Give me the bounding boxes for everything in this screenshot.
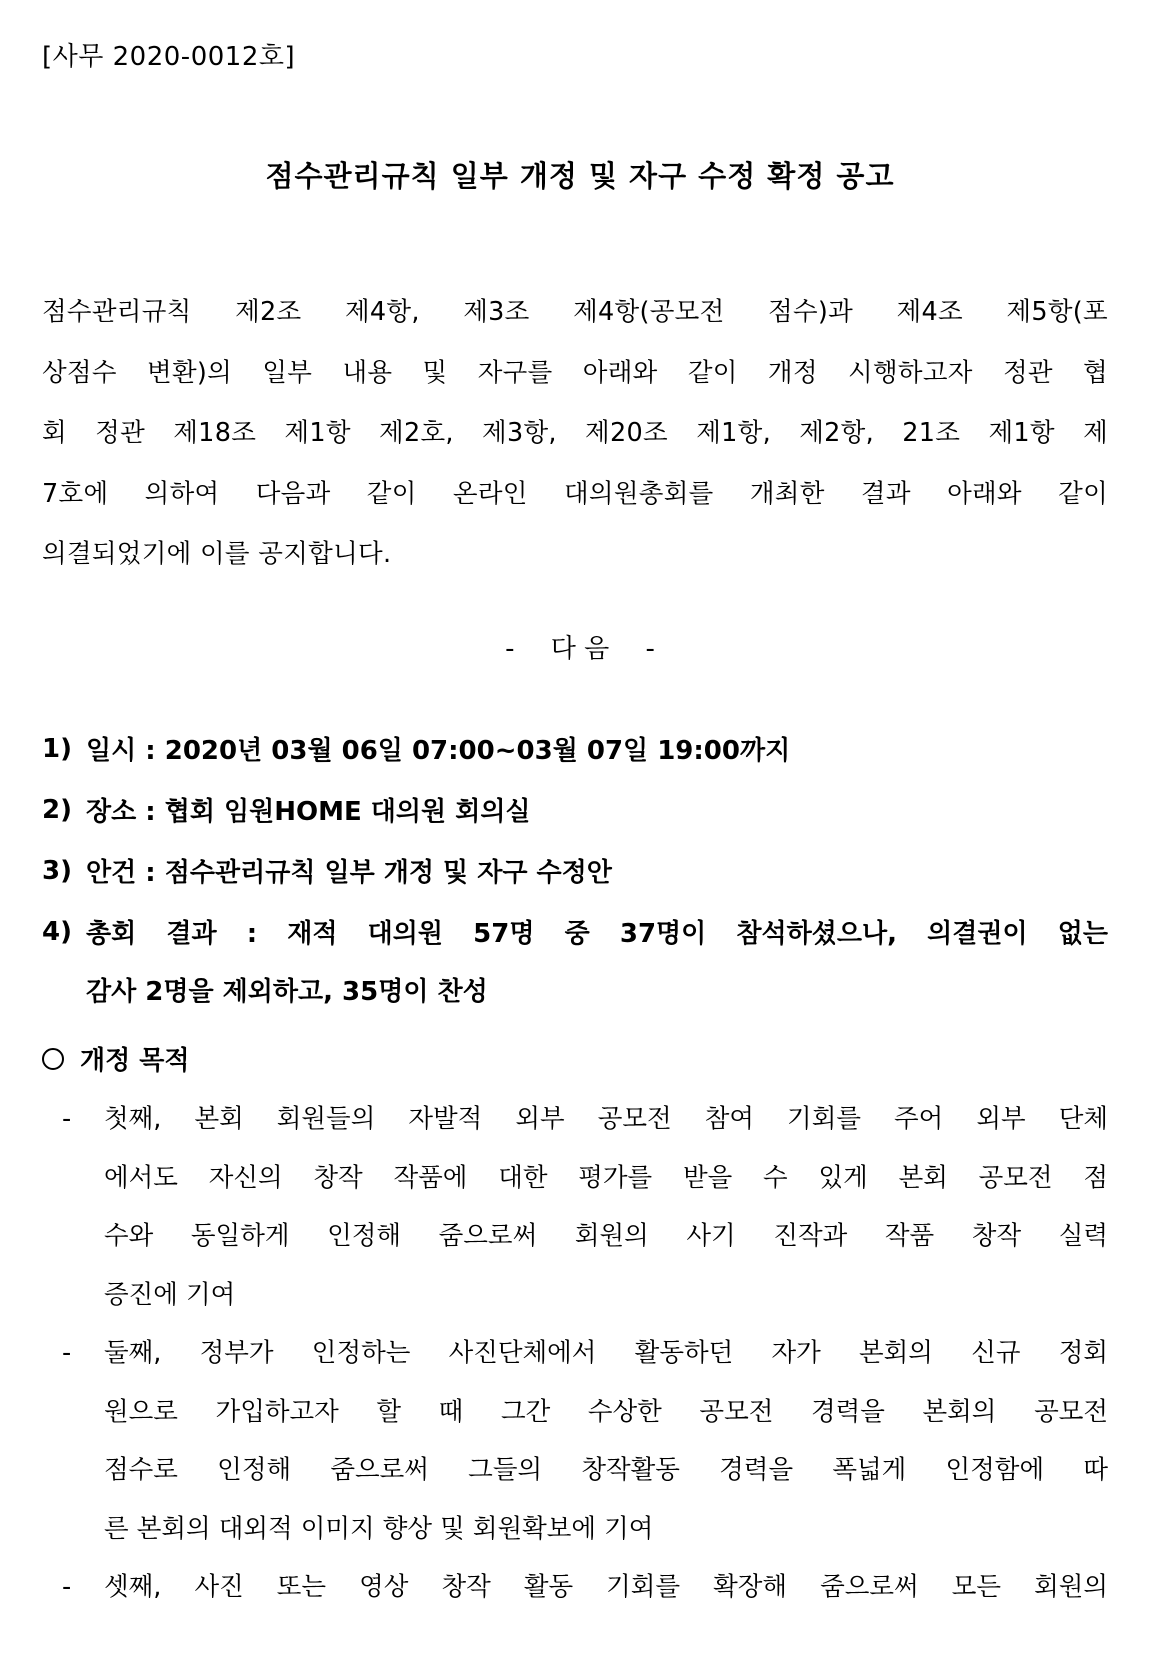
- document-number: [사무 2020-0012호]: [42, 42, 296, 72]
- item-text-continued: 감사 2명을 제외하고, 35명이 찬성: [86, 977, 488, 1007]
- item-number: 2): [42, 794, 72, 825]
- purpose-line: 점수로 인정해 줌으로써 그들의 창작활동 경력을 폭넓게 인정함에 따: [104, 1455, 1108, 1485]
- intro-line: 의결되었기에 이를 공지합니다.: [42, 539, 392, 569]
- item-text: 일시 : 2020년 03월 06일 07:00~03월 07일 19:00까지: [86, 736, 791, 766]
- meeting-details-list: [42, 718, 1108, 1023]
- list-item: [42, 901, 1108, 962]
- purpose-line: 둘째, 정부가 인정하는 사진단체에서 활동하던 자가 본회의 신규 정회: [104, 1338, 1108, 1368]
- intro-line: 점수관리규칙 제2조 제4항, 제3조 제4항(공모전 점수)과 제4조 제5항(포: [42, 297, 1108, 327]
- list-item: [42, 718, 1108, 779]
- list-item: [42, 779, 1108, 840]
- purpose-line: 증진에 기여: [104, 1279, 236, 1310]
- item-text: 총회 결과 : 재적 대의원 57명 중 37명이 참석하셨으나, 의결권이 없는: [86, 919, 1108, 949]
- separator-text: 다 음: [550, 634, 610, 664]
- intro-paragraph: [42, 282, 1108, 585]
- list-item: [42, 840, 1108, 901]
- document-title: 점수관리규칙 일부 개정 및 자구 수정 확정 공고: [265, 159, 895, 193]
- intro-line: 회 정관 제18조 제1항 제2호, 제3항, 제20조 제1항, 제2항, 21조 제1항 제: [42, 418, 1108, 448]
- item-number: 1): [42, 733, 72, 764]
- purpose-item: [62, 1324, 1108, 1558]
- purpose-line: 첫째, 본회 회원들의 자발적 외부 공모전 참여 기회를 주어 외부 단체: [104, 1104, 1108, 1134]
- dash-bullet: -: [62, 1104, 72, 1134]
- purpose-line: 수와 동일하게 인정해 줌으로써 회원의 사기 진작과 작품 창작 실력: [104, 1221, 1108, 1251]
- purpose-line: 에서도 자신의 창작 작품에 대한 평가를 받을 수 있게 본회 공모전 점: [104, 1162, 1108, 1193]
- purpose-item: [62, 1558, 1108, 1617]
- intro-line: 상점수 변환)의 일부 내용 및 자구를 아래와 같이 개정 시행하고자 정관 협: [42, 357, 1108, 388]
- section-separator: [0, 628, 1160, 665]
- dash-bullet: -: [62, 1572, 72, 1602]
- purpose-line: 셋째, 사진 또는 영상 창작 활동 기회를 확장해 줌으로써 모든 회원의: [104, 1572, 1108, 1602]
- purpose-line: 른 본회의 대외적 이미지 향상 및 회원확보에 기여: [104, 1513, 654, 1544]
- item-number: 3): [42, 855, 72, 886]
- intro-line: 7호에 의하여 다음과 같이 온라인 대의원총회를 개최한 결과 아래와 같이: [42, 478, 1108, 509]
- section-heading: [42, 1040, 190, 1077]
- purpose-list: [62, 1090, 1108, 1617]
- item-text: 안건 : 점수관리규칙 일부 개정 및 자구 수정안: [86, 858, 612, 888]
- section-title: 개정 목적: [80, 1046, 190, 1076]
- dash-bullet: -: [62, 1338, 72, 1368]
- item-text: 장소 : 협회 임원HOME 대의원 회의실: [86, 797, 531, 827]
- separator-dash-left: -: [505, 634, 515, 664]
- item-number: 4): [42, 916, 72, 947]
- purpose-item: [62, 1090, 1108, 1324]
- circle-bullet-icon: [42, 1048, 64, 1070]
- purpose-line: 원으로 가입하고자 할 때 그간 수상한 공모전 경력을 본회의 공모전: [104, 1396, 1108, 1427]
- separator-dash-right: -: [645, 634, 655, 664]
